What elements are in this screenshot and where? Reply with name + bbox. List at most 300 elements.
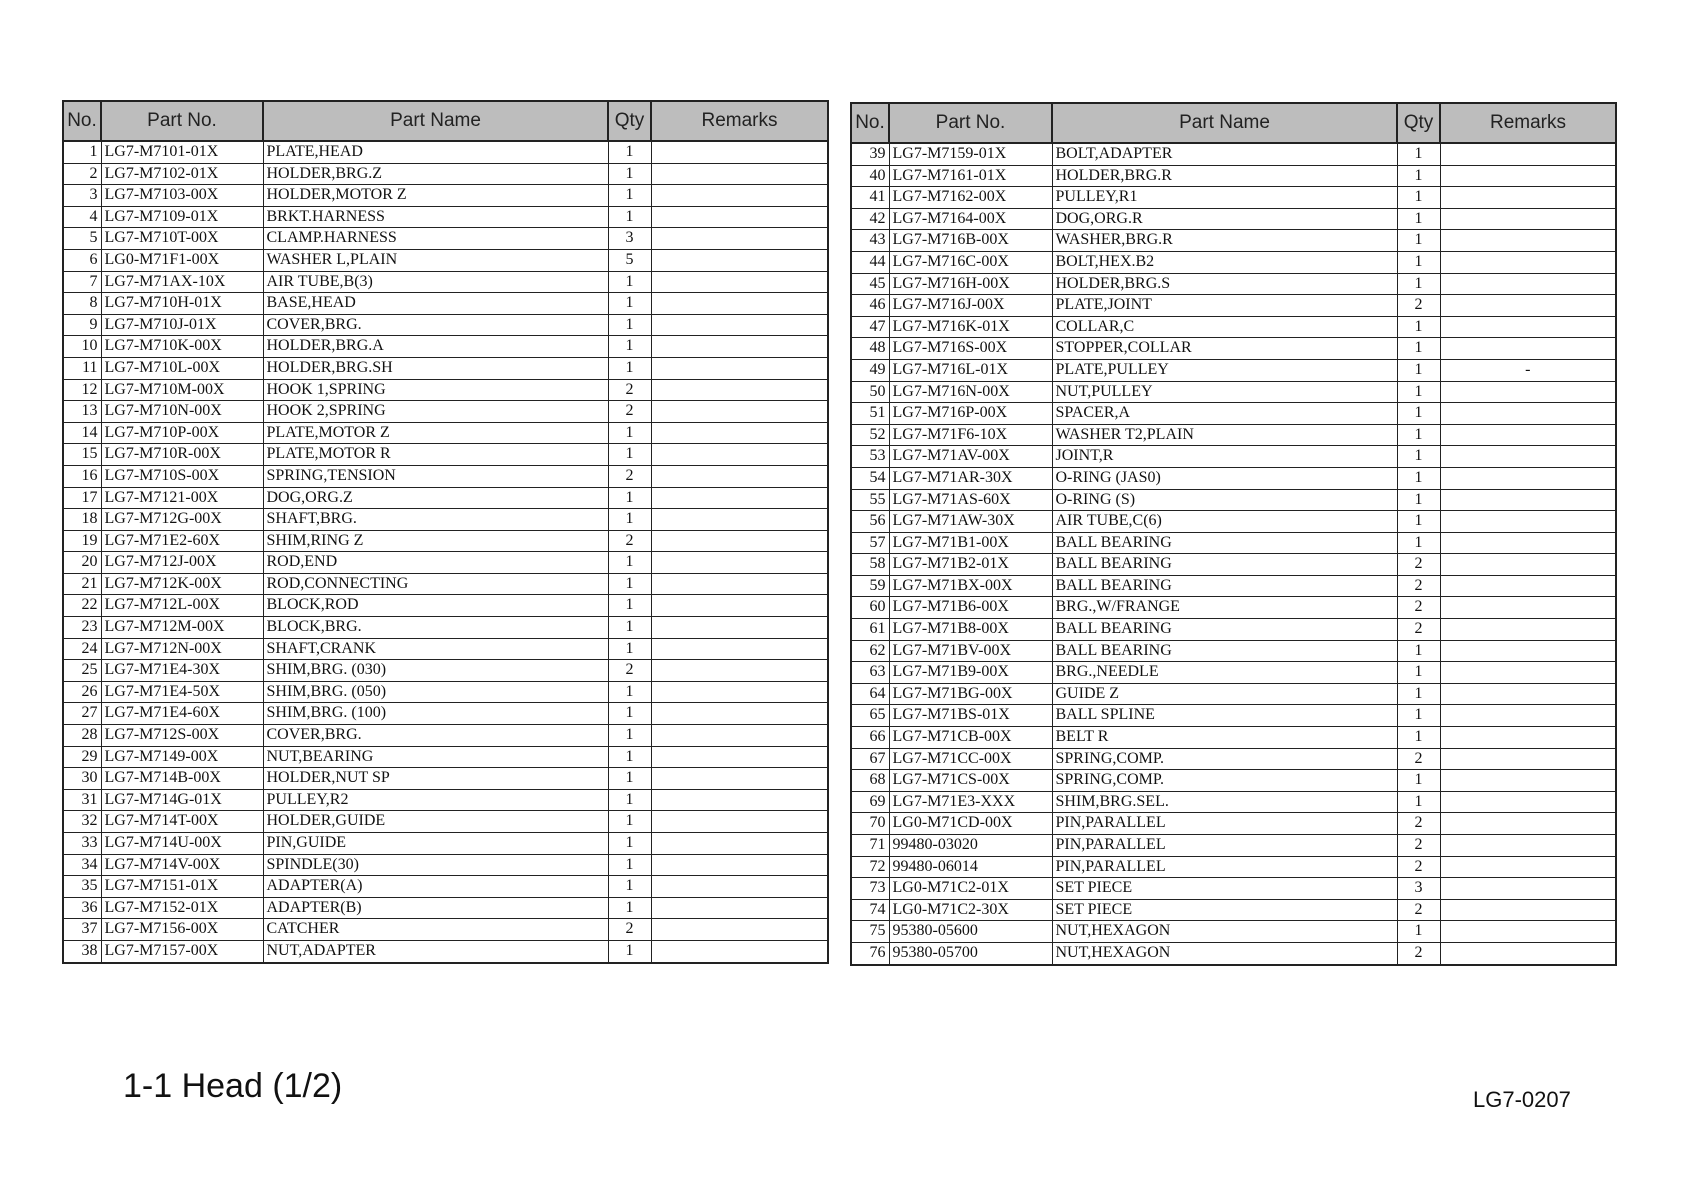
table-row xyxy=(63,703,828,725)
cell-part-name: ADAPTER(B) xyxy=(263,897,608,919)
cell-no: 18 xyxy=(63,509,101,531)
cell-remarks xyxy=(1440,597,1616,619)
cell-qty: 2 xyxy=(1397,295,1440,317)
table-row xyxy=(851,208,1616,230)
cell-remarks xyxy=(1440,813,1616,835)
table-row xyxy=(63,249,828,271)
cell-part-name: BALL BEARING xyxy=(1052,619,1397,641)
cell-remarks xyxy=(651,293,828,315)
cell-qty: 5 xyxy=(608,249,651,271)
cell-part-name: HOLDER,BRG.S xyxy=(1052,273,1397,295)
cell-remarks xyxy=(651,336,828,358)
cell-part-no: LG7-M716L-01X xyxy=(889,359,1052,381)
cell-qty: 1 xyxy=(1397,316,1440,338)
cell-part-no: LG7-M716S-00X xyxy=(889,338,1052,360)
cell-remarks xyxy=(1440,683,1616,705)
cell-qty: 1 xyxy=(1397,165,1440,187)
table-row xyxy=(851,683,1616,705)
table-row xyxy=(63,789,828,811)
cell-part-name: PLATE,JOINT xyxy=(1052,295,1397,317)
cell-part-no: LG7-M7103-00X xyxy=(101,185,263,207)
cell-no: 67 xyxy=(851,748,889,770)
cell-part-no: LG7-M712M-00X xyxy=(101,617,263,639)
cell-no: 36 xyxy=(63,897,101,919)
table-row xyxy=(851,381,1616,403)
table-row xyxy=(63,573,828,595)
cell-qty: 2 xyxy=(1397,619,1440,641)
cell-qty: 1 xyxy=(608,595,651,617)
cell-qty: 1 xyxy=(608,444,651,466)
cell-part-name: NUT,PULLEY xyxy=(1052,381,1397,403)
cell-part-no: LG7-M7121-00X xyxy=(101,487,263,509)
table-row xyxy=(851,359,1616,381)
cell-qty: 3 xyxy=(1397,878,1440,900)
cell-part-name: STOPPER,COLLAR xyxy=(1052,338,1397,360)
cell-remarks xyxy=(651,746,828,768)
cell-remarks xyxy=(651,638,828,660)
cell-part-name: CATCHER xyxy=(263,919,608,941)
cell-part-name: BALL SPLINE xyxy=(1052,705,1397,727)
cell-qty: 2 xyxy=(608,379,651,401)
cell-remarks xyxy=(1440,187,1616,209)
cell-part-name: SHAFT,BRG. xyxy=(263,509,608,531)
cell-part-name: HOLDER,BRG.Z xyxy=(263,163,608,185)
cell-remarks xyxy=(651,465,828,487)
cell-part-no: LG7-M71E2-60X xyxy=(101,530,263,552)
cell-no: 34 xyxy=(63,854,101,876)
cell-part-no: LG7-M7157-00X xyxy=(101,940,263,962)
cell-part-no: LG7-M7162-00X xyxy=(889,187,1052,209)
cell-remarks xyxy=(651,552,828,574)
cell-part-no: LG7-M71BS-01X xyxy=(889,705,1052,727)
cell-remarks xyxy=(651,660,828,682)
cell-part-no: LG7-M710S-00X xyxy=(101,465,263,487)
cell-part-no: 95380-05700 xyxy=(889,942,1052,964)
cell-qty: 1 xyxy=(1397,467,1440,489)
cell-part-name: BALL BEARING xyxy=(1052,554,1397,576)
cell-qty: 2 xyxy=(1397,835,1440,857)
cell-part-name: O-RING (JAS0) xyxy=(1052,467,1397,489)
cell-part-name: ADAPTER(A) xyxy=(263,876,608,898)
table-row xyxy=(63,811,828,833)
cell-part-name: WASHER T2,PLAIN xyxy=(1052,424,1397,446)
cell-part-name: SHIM,BRG. (100) xyxy=(263,703,608,725)
cell-remarks xyxy=(1440,727,1616,749)
table-row xyxy=(63,833,828,855)
cell-no: 6 xyxy=(63,249,101,271)
cell-remarks xyxy=(1440,921,1616,943)
table-row xyxy=(63,206,828,228)
cell-part-no: LG7-M71CB-00X xyxy=(889,727,1052,749)
table-row xyxy=(851,424,1616,446)
cell-no: 45 xyxy=(851,273,889,295)
cell-qty: 2 xyxy=(1397,856,1440,878)
table-row xyxy=(851,942,1616,964)
cell-part-no: LG7-M710H-01X xyxy=(101,293,263,315)
cell-qty: 1 xyxy=(608,897,651,919)
table-row xyxy=(851,597,1616,619)
cell-no: 50 xyxy=(851,381,889,403)
cell-remarks xyxy=(651,595,828,617)
table-row xyxy=(851,295,1616,317)
cell-part-name: WASHER L,PLAIN xyxy=(263,249,608,271)
cell-part-name: COVER,BRG. xyxy=(263,314,608,336)
table-row xyxy=(851,316,1616,338)
cell-no: 35 xyxy=(63,876,101,898)
cell-part-name: SPRING,COMP. xyxy=(1052,770,1397,792)
cell-part-no: LG7-M714B-00X xyxy=(101,768,263,790)
cell-part-no: LG7-M716C-00X xyxy=(889,251,1052,273)
cell-part-name: SPACER,A xyxy=(1052,403,1397,425)
cell-qty: 2 xyxy=(1397,813,1440,835)
cell-remarks xyxy=(651,919,828,941)
cell-no: 27 xyxy=(63,703,101,725)
cell-qty: 2 xyxy=(1397,597,1440,619)
cell-no: 29 xyxy=(63,746,101,768)
cell-qty: 1 xyxy=(608,573,651,595)
cell-remarks xyxy=(1440,273,1616,295)
table-row xyxy=(851,727,1616,749)
cell-part-name: JOINT,R xyxy=(1052,446,1397,468)
cell-part-name: BALL BEARING xyxy=(1052,575,1397,597)
cell-no: 39 xyxy=(851,143,889,165)
table-row xyxy=(63,185,828,207)
cell-remarks xyxy=(1440,316,1616,338)
table-row xyxy=(851,791,1616,813)
cell-no: 40 xyxy=(851,165,889,187)
cell-part-name: SPINDLE(30) xyxy=(263,854,608,876)
cell-no: 74 xyxy=(851,899,889,921)
cell-remarks xyxy=(1440,208,1616,230)
cell-part-no: LG7-M7101-01X xyxy=(101,141,263,163)
cell-remarks xyxy=(651,833,828,855)
cell-part-no: LG7-M71B2-01X xyxy=(889,554,1052,576)
cell-part-no: LG7-M712J-00X xyxy=(101,552,263,574)
cell-part-name: NUT,BEARING xyxy=(263,746,608,768)
cell-remarks xyxy=(1440,770,1616,792)
cell-no: 1 xyxy=(63,141,101,163)
cell-remarks xyxy=(651,271,828,293)
cell-qty: 1 xyxy=(1397,143,1440,165)
cell-part-name: SET PIECE xyxy=(1052,899,1397,921)
cell-no: 62 xyxy=(851,640,889,662)
table-row xyxy=(851,532,1616,554)
cell-qty: 1 xyxy=(1397,727,1440,749)
cell-part-no: LG7-M71AS-60X xyxy=(889,489,1052,511)
parts-table-left xyxy=(62,100,829,964)
cell-part-name: HOLDER,MOTOR Z xyxy=(263,185,608,207)
cell-remarks xyxy=(651,768,828,790)
cell-no: 7 xyxy=(63,271,101,293)
cell-part-no: LG7-M71E4-60X xyxy=(101,703,263,725)
cell-no: 69 xyxy=(851,791,889,813)
cell-qty: 1 xyxy=(1397,640,1440,662)
cell-remarks xyxy=(651,681,828,703)
cell-no: 63 xyxy=(851,662,889,684)
cell-no: 13 xyxy=(63,401,101,423)
cell-part-name: SHIM,BRG. (050) xyxy=(263,681,608,703)
cell-qty: 1 xyxy=(1397,424,1440,446)
cell-part-no: LG0-M71C2-01X xyxy=(889,878,1052,900)
table-row xyxy=(63,617,828,639)
table-row xyxy=(63,314,828,336)
cell-part-name: O-RING (S) xyxy=(1052,489,1397,511)
table-row xyxy=(63,401,828,423)
cell-part-no: LG7-M71CC-00X xyxy=(889,748,1052,770)
table-row xyxy=(63,422,828,444)
cell-remarks xyxy=(1440,662,1616,684)
cell-remarks xyxy=(1440,748,1616,770)
cell-qty: 1 xyxy=(1397,770,1440,792)
cell-part-no: LG7-M7164-00X xyxy=(889,208,1052,230)
cell-part-no: LG7-M712L-00X xyxy=(101,595,263,617)
cell-qty: 1 xyxy=(1397,230,1440,252)
cell-part-no: LG7-M71B8-00X xyxy=(889,619,1052,641)
cell-remarks xyxy=(651,163,828,185)
table-header-row xyxy=(851,103,1616,143)
cell-part-no: LG7-M7161-01X xyxy=(889,165,1052,187)
cell-remarks xyxy=(651,725,828,747)
cell-remarks xyxy=(651,703,828,725)
cell-part-no: LG7-M714G-01X xyxy=(101,789,263,811)
cell-part-no: LG7-M7152-01X xyxy=(101,897,263,919)
cell-remarks xyxy=(651,897,828,919)
cell-part-name: HOLDER,BRG.SH xyxy=(263,357,608,379)
cell-part-no: LG7-M71AR-30X xyxy=(889,467,1052,489)
cell-no: 52 xyxy=(851,424,889,446)
cell-qty: 2 xyxy=(1397,575,1440,597)
cell-remarks xyxy=(1440,554,1616,576)
table-row xyxy=(851,165,1616,187)
cell-remarks xyxy=(651,573,828,595)
cell-part-no: LG7-M712S-00X xyxy=(101,725,263,747)
cell-part-no: LG7-M7149-00X xyxy=(101,746,263,768)
cell-part-no: LG7-M710J-01X xyxy=(101,314,263,336)
cell-part-name: NUT,HEXAGON xyxy=(1052,921,1397,943)
cell-no: 20 xyxy=(63,552,101,574)
table-row xyxy=(851,489,1616,511)
cell-part-name: SHIM,BRG. (030) xyxy=(263,660,608,682)
header-part-no: Part No. xyxy=(889,103,1052,143)
cell-part-name: CLAMP.HARNESS xyxy=(263,228,608,250)
cell-qty: 1 xyxy=(608,940,651,962)
cell-remarks xyxy=(1440,230,1616,252)
cell-no: 3 xyxy=(63,185,101,207)
cell-part-name: DOG,ORG.R xyxy=(1052,208,1397,230)
cell-part-name: HOOK 2,SPRING xyxy=(263,401,608,423)
table-row xyxy=(851,575,1616,597)
cell-qty: 1 xyxy=(1397,921,1440,943)
table-row xyxy=(851,403,1616,425)
cell-part-name: PLATE,MOTOR R xyxy=(263,444,608,466)
cell-no: 19 xyxy=(63,530,101,552)
cell-remarks xyxy=(1440,705,1616,727)
cell-qty: 1 xyxy=(608,746,651,768)
cell-part-name: PIN,PARALLEL xyxy=(1052,835,1397,857)
cell-part-name: PIN,PARALLEL xyxy=(1052,856,1397,878)
cell-part-name: BELT R xyxy=(1052,727,1397,749)
cell-remarks xyxy=(651,357,828,379)
cell-part-no: LG7-M712N-00X xyxy=(101,638,263,660)
cell-remarks xyxy=(651,789,828,811)
cell-qty: 1 xyxy=(608,185,651,207)
table-row xyxy=(63,487,828,509)
cell-remarks xyxy=(651,401,828,423)
cell-no: 21 xyxy=(63,573,101,595)
cell-part-no: LG7-M710R-00X xyxy=(101,444,263,466)
cell-qty: 1 xyxy=(608,163,651,185)
cell-part-no: LG7-M710L-00X xyxy=(101,357,263,379)
cell-part-name: HOOK 1,SPRING xyxy=(263,379,608,401)
cell-part-no: 99480-06014 xyxy=(889,856,1052,878)
cell-part-no: LG7-M71E4-50X xyxy=(101,681,263,703)
cell-part-no: LG7-M710K-00X xyxy=(101,336,263,358)
cell-part-name: SET PIECE xyxy=(1052,878,1397,900)
table-row xyxy=(851,770,1616,792)
cell-remarks xyxy=(651,530,828,552)
cell-part-no: LG7-M71B9-00X xyxy=(889,662,1052,684)
cell-qty: 1 xyxy=(1397,532,1440,554)
cell-remarks xyxy=(1440,295,1616,317)
cell-part-name: ROD,CONNECTING xyxy=(263,573,608,595)
cell-qty: 2 xyxy=(608,919,651,941)
table-row xyxy=(851,467,1616,489)
cell-qty: 1 xyxy=(1397,446,1440,468)
cell-part-no: 95380-05600 xyxy=(889,921,1052,943)
cell-part-name: BRG.,W/FRANGE xyxy=(1052,597,1397,619)
cell-part-name: BALL BEARING xyxy=(1052,532,1397,554)
table-row xyxy=(851,813,1616,835)
table-row xyxy=(63,530,828,552)
cell-part-name: NUT,ADAPTER xyxy=(263,940,608,962)
cell-part-no: LG7-M716N-00X xyxy=(889,381,1052,403)
cell-qty: 1 xyxy=(608,703,651,725)
table-row xyxy=(63,660,828,682)
cell-qty: 1 xyxy=(1397,187,1440,209)
cell-remarks: - xyxy=(1440,359,1616,381)
cell-remarks xyxy=(1440,467,1616,489)
cell-qty: 2 xyxy=(1397,748,1440,770)
cell-no: 26 xyxy=(63,681,101,703)
cell-part-name: SHAFT,CRANK xyxy=(263,638,608,660)
table-row xyxy=(851,187,1616,209)
cell-qty: 2 xyxy=(608,530,651,552)
cell-remarks xyxy=(1440,942,1616,964)
header-no: No. xyxy=(851,103,889,143)
cell-no: 71 xyxy=(851,835,889,857)
cell-qty: 1 xyxy=(608,811,651,833)
cell-part-name: BRG.,NEEDLE xyxy=(1052,662,1397,684)
cell-no: 57 xyxy=(851,532,889,554)
cell-part-name: HOLDER,NUT SP xyxy=(263,768,608,790)
cell-qty: 1 xyxy=(608,271,651,293)
cell-remarks xyxy=(651,444,828,466)
cell-remarks xyxy=(1440,424,1616,446)
cell-qty: 1 xyxy=(608,854,651,876)
header-no: No. xyxy=(63,101,101,141)
cell-qty: 1 xyxy=(608,206,651,228)
table-row xyxy=(63,876,828,898)
cell-no: 22 xyxy=(63,595,101,617)
cell-no: 25 xyxy=(63,660,101,682)
cell-qty: 1 xyxy=(608,681,651,703)
cell-qty: 2 xyxy=(608,401,651,423)
cell-no: 23 xyxy=(63,617,101,639)
cell-part-name: AIR TUBE,C(6) xyxy=(1052,511,1397,533)
cell-no: 11 xyxy=(63,357,101,379)
cell-part-name: SHIM,BRG.SEL. xyxy=(1052,791,1397,813)
table-row xyxy=(63,379,828,401)
cell-no: 17 xyxy=(63,487,101,509)
cell-part-no: LG7-M7102-01X xyxy=(101,163,263,185)
table-row xyxy=(851,835,1616,857)
cell-no: 65 xyxy=(851,705,889,727)
cell-no: 9 xyxy=(63,314,101,336)
cell-qty: 1 xyxy=(1397,381,1440,403)
table-row xyxy=(851,273,1616,295)
cell-qty: 1 xyxy=(608,617,651,639)
cell-no: 51 xyxy=(851,403,889,425)
table-row xyxy=(851,640,1616,662)
cell-part-no: LG7-M71F6-10X xyxy=(889,424,1052,446)
cell-part-no: LG7-M71BV-00X xyxy=(889,640,1052,662)
cell-part-name: NUT,HEXAGON xyxy=(1052,942,1397,964)
cell-part-no: LG7-M712G-00X xyxy=(101,509,263,531)
table-row xyxy=(63,746,828,768)
table-row xyxy=(63,638,828,660)
cell-qty: 1 xyxy=(1397,683,1440,705)
cell-qty: 1 xyxy=(608,768,651,790)
cell-part-name: BLOCK,ROD xyxy=(263,595,608,617)
cell-remarks xyxy=(651,940,828,962)
cell-remarks xyxy=(1440,489,1616,511)
cell-remarks xyxy=(1440,619,1616,641)
cell-no: 68 xyxy=(851,770,889,792)
cell-qty: 1 xyxy=(1397,359,1440,381)
table-row xyxy=(851,511,1616,533)
cell-part-no: LG7-M714U-00X xyxy=(101,833,263,855)
table-row xyxy=(63,940,828,962)
cell-part-no: LG7-M71BX-00X xyxy=(889,575,1052,597)
cell-remarks xyxy=(1440,878,1616,900)
header-remarks: Remarks xyxy=(651,101,828,141)
cell-part-no: LG7-M71AV-00X xyxy=(889,446,1052,468)
cell-no: 32 xyxy=(63,811,101,833)
cell-no: 28 xyxy=(63,725,101,747)
section-title: 1-1 Head (1/2) xyxy=(123,1067,343,1105)
cell-part-no: LG7-M71E4-30X xyxy=(101,660,263,682)
table-row xyxy=(851,662,1616,684)
cell-no: 75 xyxy=(851,921,889,943)
cell-part-no: LG7-M71AW-30X xyxy=(889,511,1052,533)
table-row xyxy=(63,465,828,487)
table-row xyxy=(63,228,828,250)
cell-no: 48 xyxy=(851,338,889,360)
cell-remarks xyxy=(651,206,828,228)
table-row xyxy=(63,444,828,466)
cell-remarks xyxy=(1440,899,1616,921)
table-row xyxy=(63,897,828,919)
cell-no: 4 xyxy=(63,206,101,228)
header-part-name: Part Name xyxy=(263,101,608,141)
cell-remarks xyxy=(651,487,828,509)
table-row xyxy=(63,725,828,747)
table-row xyxy=(851,554,1616,576)
cell-part-name: ROD,END xyxy=(263,552,608,574)
cell-no: 60 xyxy=(851,597,889,619)
cell-part-no: LG0-M71F1-00X xyxy=(101,249,263,271)
cell-no: 59 xyxy=(851,575,889,597)
